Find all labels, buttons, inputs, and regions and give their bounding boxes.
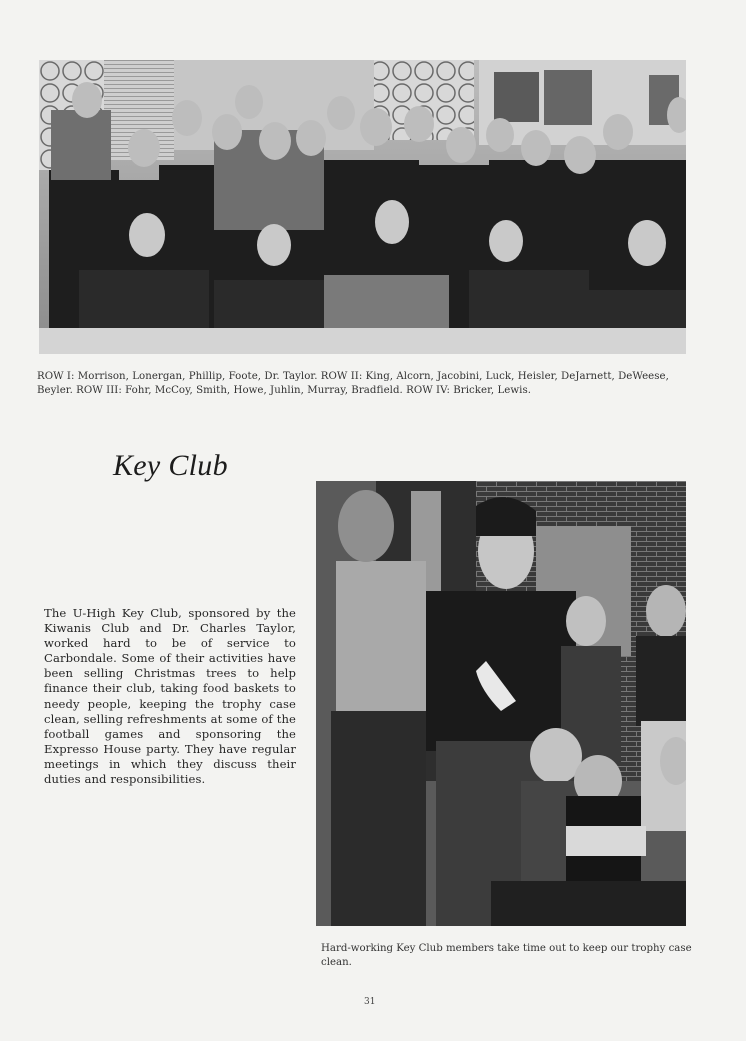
group-photo-image xyxy=(39,60,686,354)
section-title: Key Club xyxy=(113,449,228,482)
page-number: 31 xyxy=(364,997,376,1007)
group-photo-caption: ROW I: Morrison, Lonergan, Phillip, Foote, Dr. Taylor. ROW II: King, Alcorn, Jacobini, Luck, Heisler, DeJarnett, DeWeese, Beyler. ROW III: Fohr, McCoy, Smith, Howe, Juhlin, Murray, Bradfield. ROW IV: Bricker, Lewis. xyxy=(37,371,669,396)
action-photo-image xyxy=(316,481,686,926)
section-body-text: The U-High Key Club, sponsored by the Kiwanis Club and Dr. Charles Taylor, worked hard to be of service to Carbondale. Some of their activities have been selling Christmas trees to help finance their club, taking food baskets to needy people, keeping the trophy case clean, selling refreshments at some of the football games and sponsoring the Expresso House party. They have regular meetings in which they discuss their duties and responsibilities. xyxy=(44,606,296,787)
group-photo xyxy=(39,60,686,354)
action-photo-caption: Hard-working Key Club members take time out to keep our trophy case clean. xyxy=(321,943,692,968)
action-photo xyxy=(316,481,686,926)
